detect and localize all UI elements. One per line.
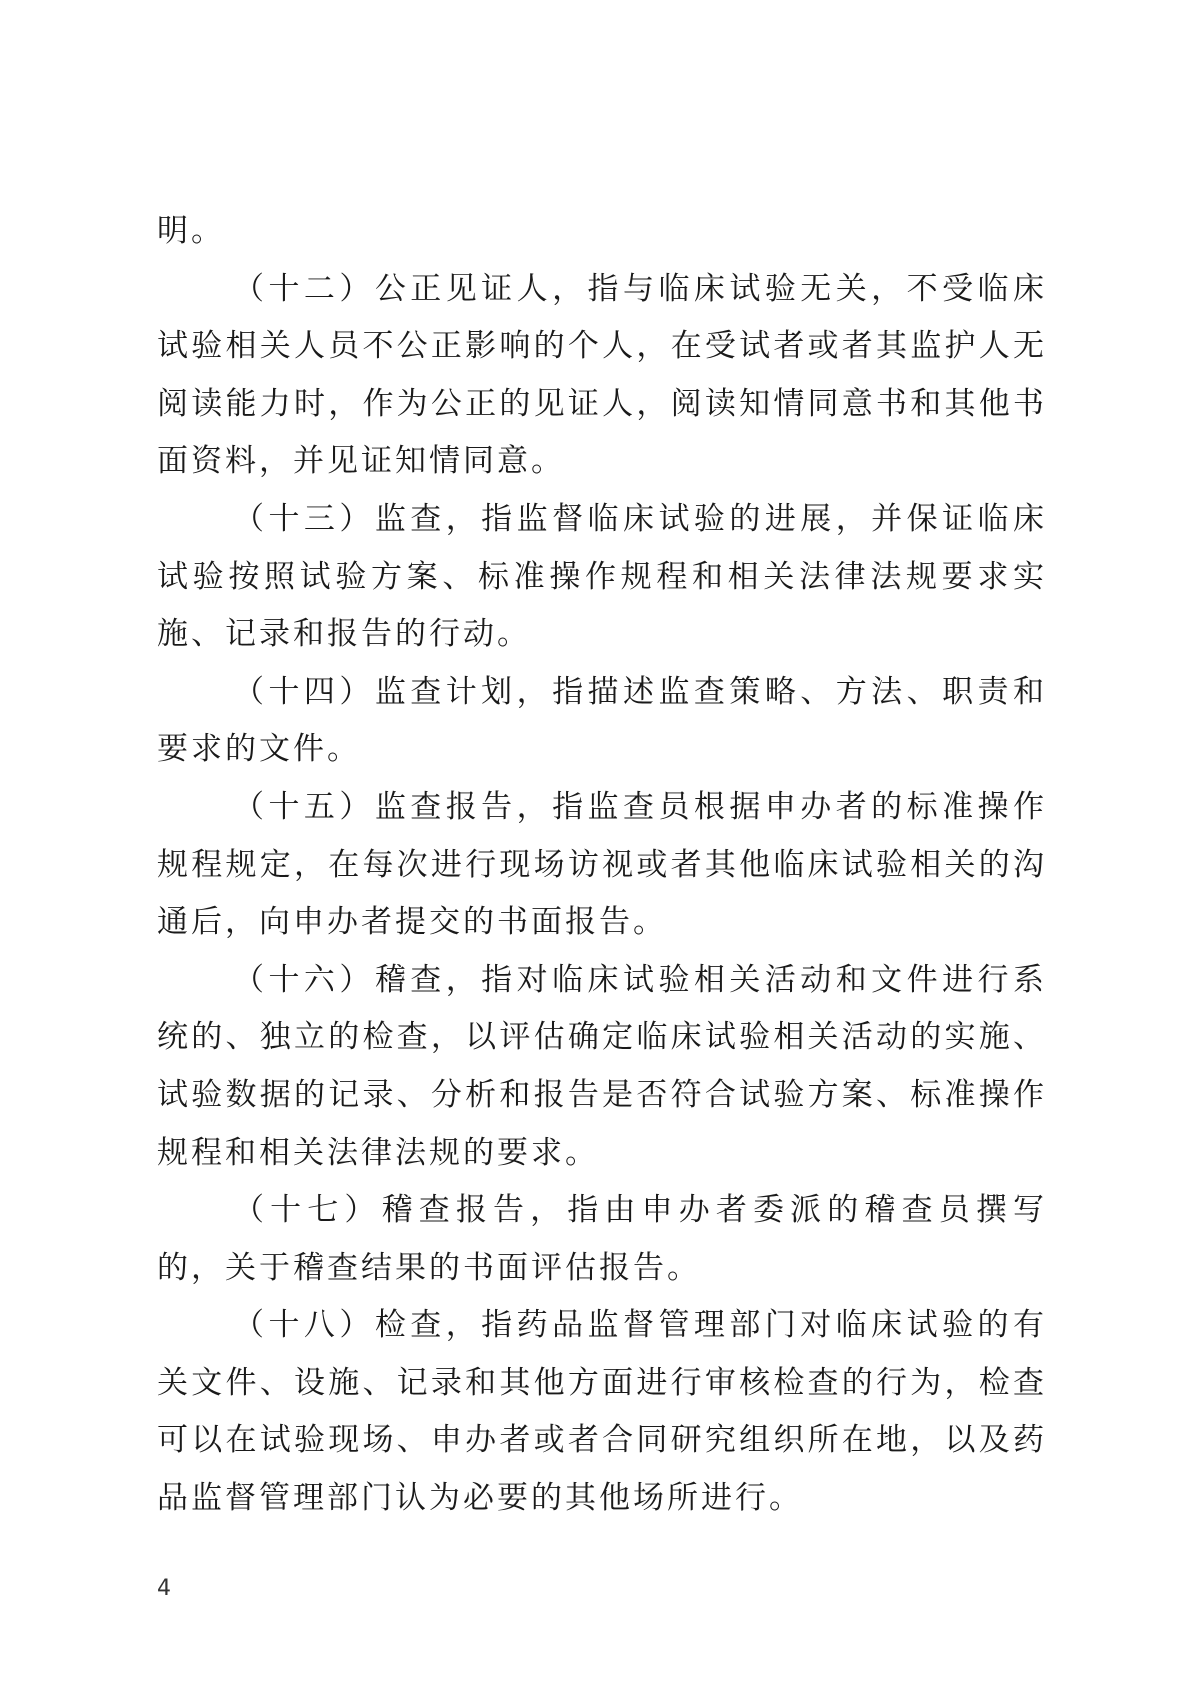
paragraph-13-monitoring: （十三）监查，指监督临床试验的进展，并保证临床试验按照试验方案、标准操作规程和相关法律法规要求实施、记录和报告的行动。 — [157, 500, 1047, 653]
paragraph-17-audit-report: （十七）稽查报告，指由申办者委派的稽查员撰写的，关于稽查结果的书面评估报告。 — [157, 1192, 1047, 1286]
paragraph-continuation: 明。 — [157, 213, 225, 249]
paragraph-15-monitoring-report: （十五）监查报告，指监查员根据申办者的标准操作规程规定，在每次进行现场访视或者其他临床试验相关的沟通后，向申办者提交的书面报告。 — [157, 788, 1047, 941]
paragraph-12-impartial-witness: （十二）公正见证人，指与临床试验无关，不受临床试验相关人员不公正影响的个人，在受试者或者其监护人无阅读能力时，作为公正的见证人，阅读知情同意书和其他书面资料，并见证知情同意。 — [157, 270, 1047, 480]
paragraph-18-inspection: （十八）检查，指药品监督管理部门对临床试验的有关文件、设施、记录和其他方面进行审核检查的行为，检查可以在试验现场、申办者或者合同研究组织所在地，以及药品监督管理部门认为必要的其他场所进行。 — [157, 1307, 1047, 1517]
paragraph-14-monitoring-plan: （十四）监查计划，指描述监查策略、方法、职责和要求的文件。 — [157, 673, 1047, 768]
page-number: 4 — [157, 1576, 171, 1601]
paragraph-16-audit: （十六）稽查，指对临床试验相关活动和文件进行系统的、独立的检查，以评估确定临床试验相关活动的实施、试验数据的记录、分析和报告是否符合试验方案、标准操作规程和相关法律法规的要求。 — [157, 961, 1047, 1171]
document-body — [157, 203, 1047, 1528]
